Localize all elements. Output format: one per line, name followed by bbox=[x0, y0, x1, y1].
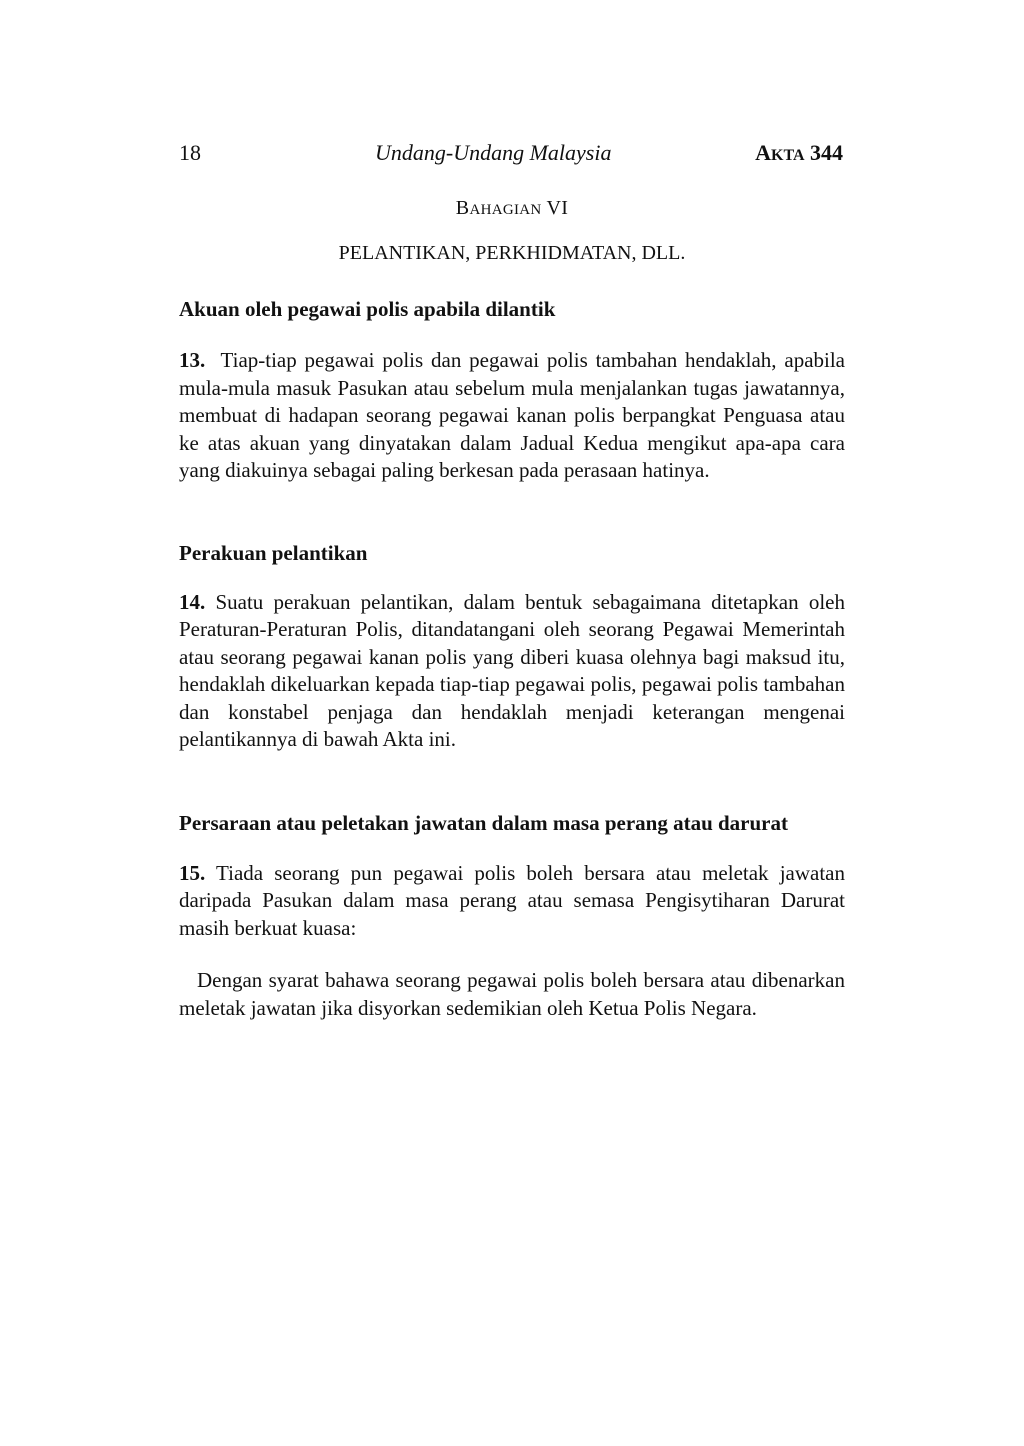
section-15-heading: Persaraan atau peletakan jawatan dalam masa perang atau darurat bbox=[179, 810, 788, 835]
section-13-heading: Akuan oleh pegawai polis apabila dilantik bbox=[179, 297, 556, 321]
part-heading-first-letter: B bbox=[455, 197, 470, 219]
section-14-text: Suatu perakuan pelantikan, dalam bentuk sebagaimana ditetapkan oleh Peraturan-Peraturan Polis, ditandatangani oleh seorang Pegawai Memerintah atau seorang pegawai kanan polis yang diberi kuasa olehnya bagi maksud itu, hendaklah dikeluarkan kepada tiap-tiap pegawai polis, pegawai polis tambahan dan konstabel penjaga dan hendaklah menjadi keterangan mengenai pelantikannya di bawah Akta ini. bbox=[179, 589, 845, 751]
section-13-body bbox=[179, 347, 845, 485]
section-15-proviso: Dengan syarat bahawa seorang pegawai polis boleh bersara atau dibenarkan meletak jawatan jika disyorkan sedemikian oleh Ketua Polis Negara. bbox=[179, 968, 845, 1020]
section-14-number: 14. bbox=[179, 589, 206, 614]
page-number: 18 bbox=[179, 140, 201, 165]
running-head-title: Undang-Undang Malaysia bbox=[375, 140, 612, 165]
act-small-caps: KTA bbox=[771, 147, 805, 164]
part-numeral: VI bbox=[546, 197, 569, 219]
running-head bbox=[179, 140, 845, 174]
section-15-number: 15. bbox=[179, 860, 206, 885]
act-first-letter: A bbox=[755, 140, 772, 165]
section-14-heading: Perakuan pelantikan bbox=[179, 540, 368, 565]
part-heading bbox=[179, 197, 845, 220]
section-13-number: 13. bbox=[179, 348, 206, 372]
document-page bbox=[179, 140, 845, 1022]
section-14-body bbox=[179, 589, 845, 754]
section-15-body bbox=[179, 860, 845, 943]
section-13-text: Tiap-tiap pegawai polis dan pegawai polis tambahan hendaklah, apabila mula-mula masuk Pasukan atau sebelum mula menjalankan tugas jawatannya, membuat di hadapan seorang pegawai kanan polis berpangkat Penguasa atau ke atas akuan yang dinyatakan dalam Jadual Kedua mengikut apa-apa cara yang diakuinya sebagai paling berkesan pada perasaan hatinya. bbox=[179, 348, 846, 482]
part-heading-small-caps: AHAGIAN bbox=[469, 202, 542, 218]
section-15-text: Tiada seorang pun pegawai polis boleh bersara atau meletak jawatan daripada Pasukan dalam masa perang atau semasa Pengisytiharan Darurat masih berkuat kuasa: bbox=[179, 860, 845, 940]
act-number bbox=[755, 140, 843, 166]
act-number-value: 344 bbox=[810, 140, 843, 165]
part-title: PELANTIKAN, PERKHIDMATAN, DLL. bbox=[338, 242, 686, 264]
